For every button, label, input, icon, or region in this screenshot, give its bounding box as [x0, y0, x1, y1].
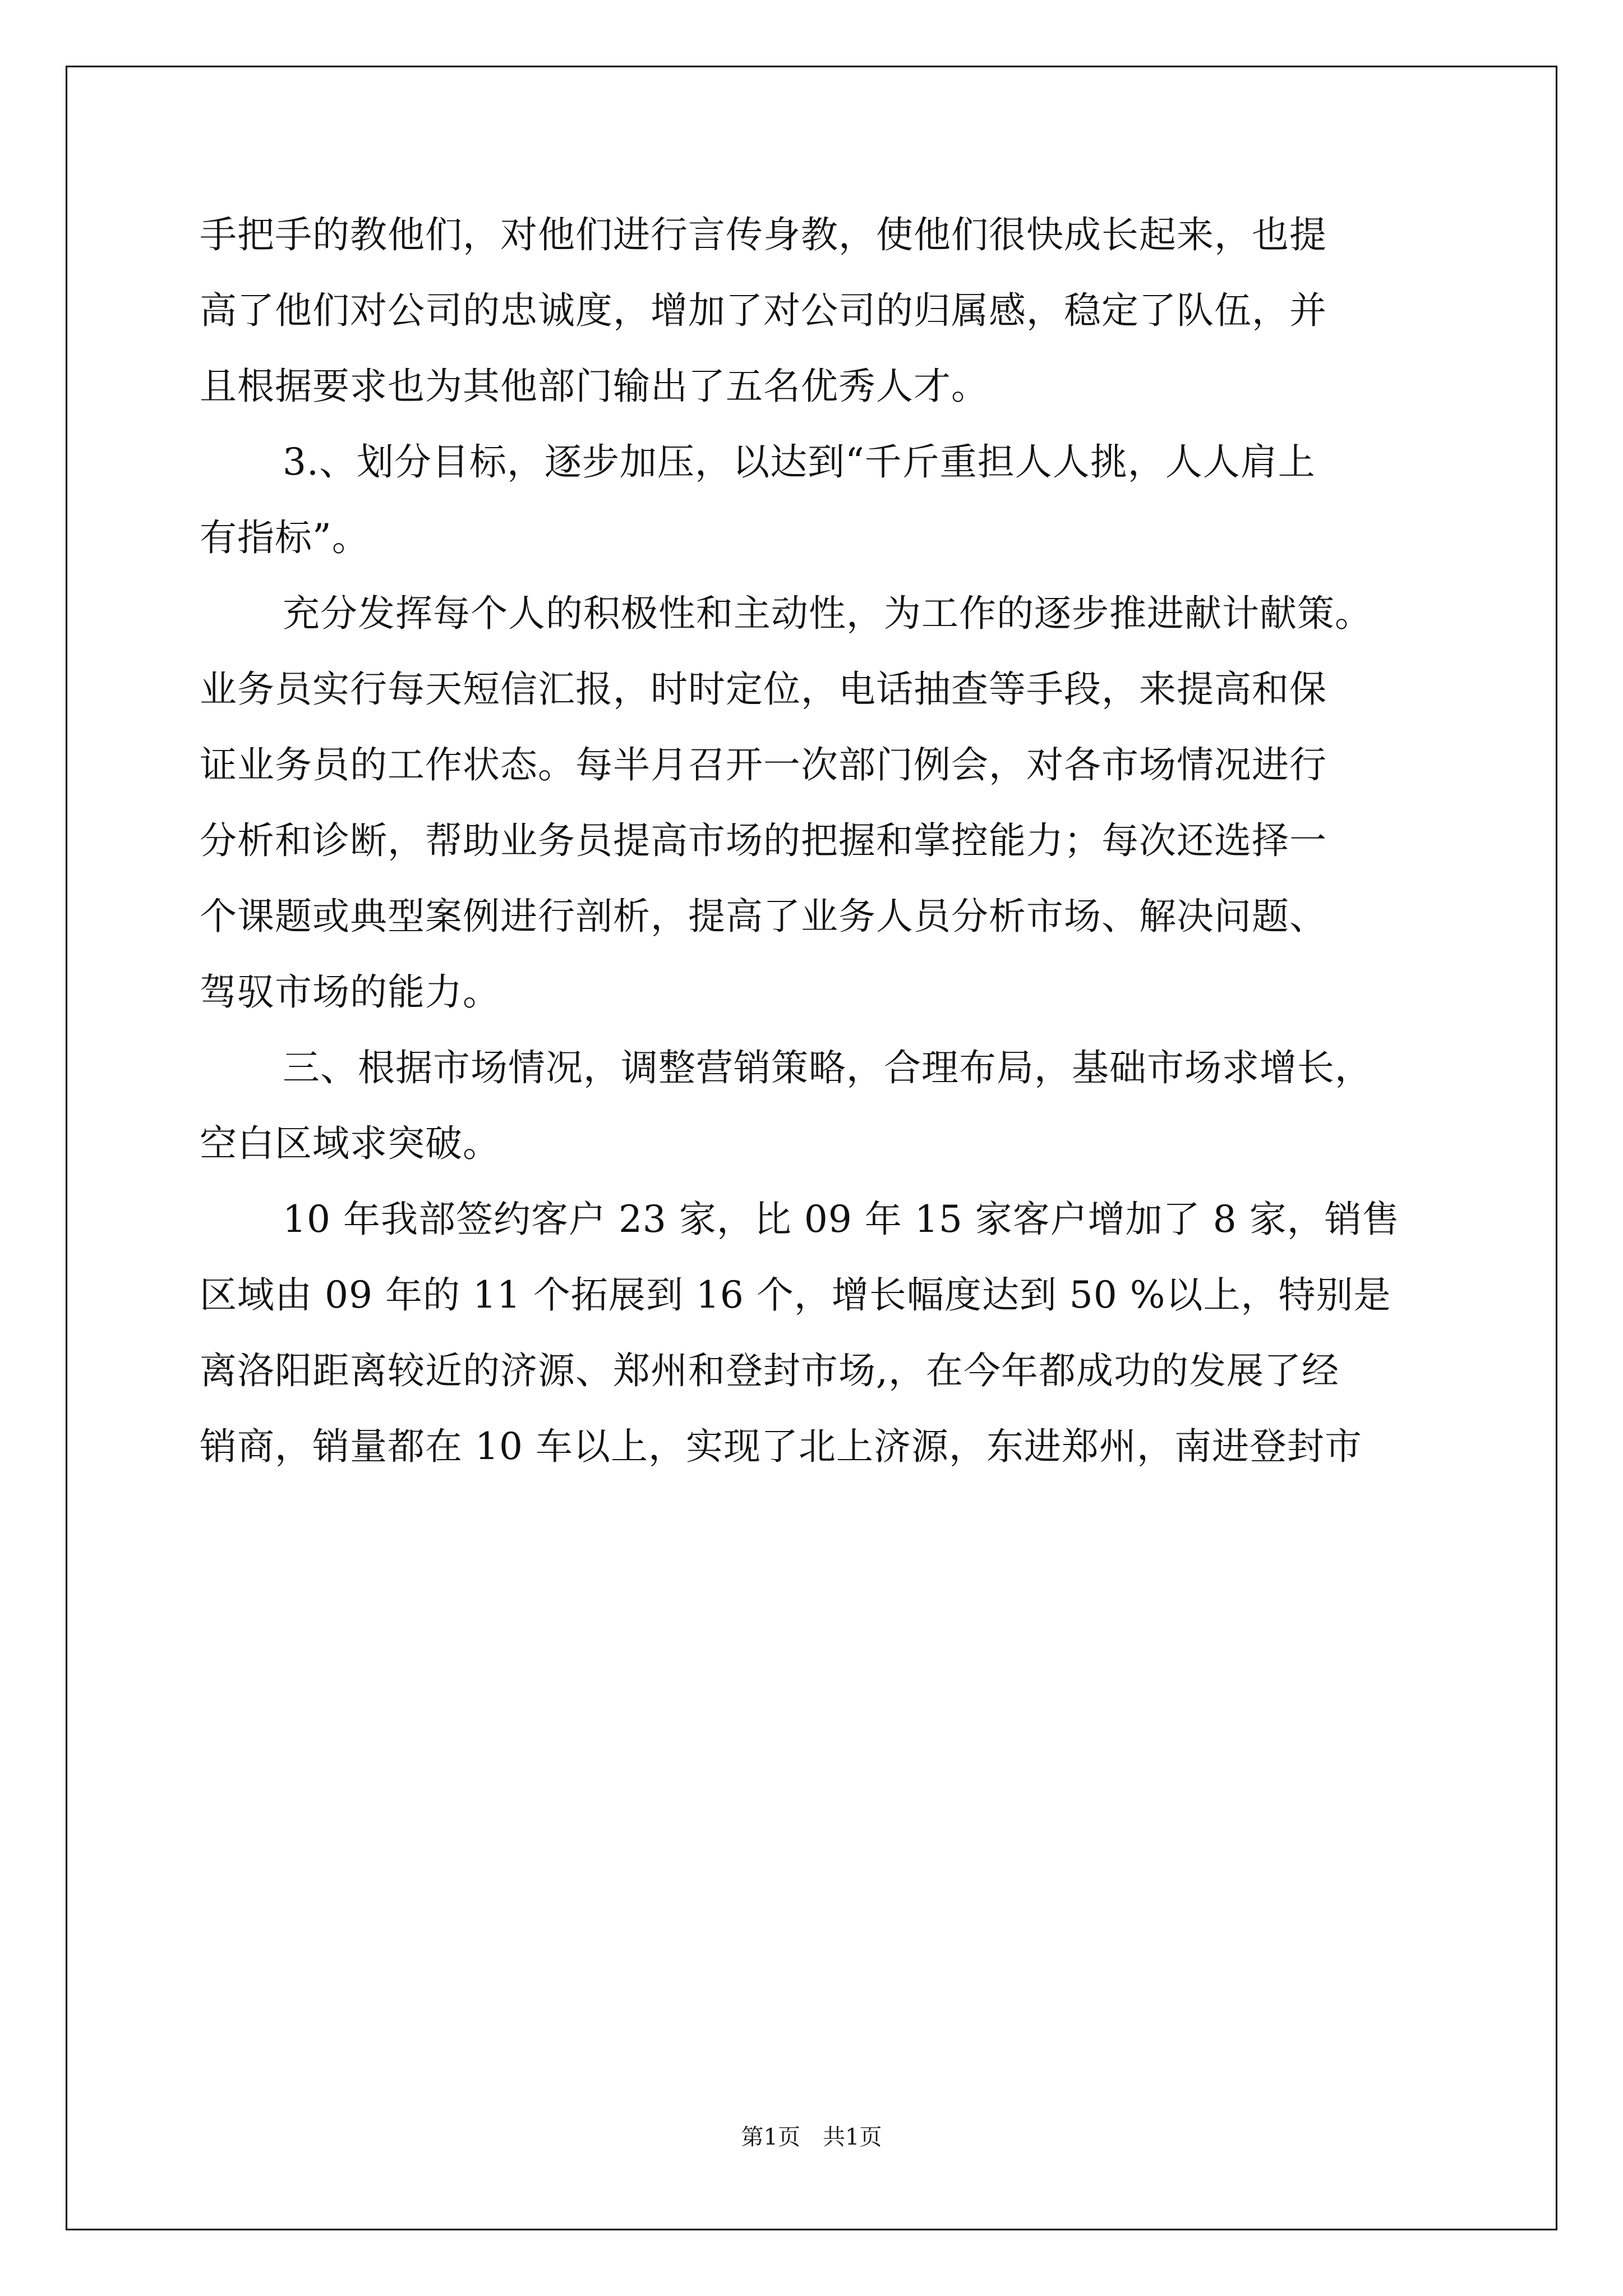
page-number: 第1页 共1页 [741, 2124, 882, 2150]
text-line: 有指标”。 [200, 516, 370, 559]
text-line: 业务员实行每天短信汇报，时时定位，电话抽查等手段，来提高和保 [200, 668, 1327, 711]
text-line: 且根据要求也为其他部门输出了五名优秀人才。 [200, 365, 989, 408]
text-line: 3.、划分目标，逐步加压，以达到“千斤重担人人挑，人人肩上 [283, 440, 1316, 484]
text-line: 销商，销量都在 10 车以上，实现了北上济源，东进郑州，南进登封市 [200, 1425, 1362, 1468]
text-line: 离洛阳距离较近的济源、郑州和登封市场,，在今年都成功的发展了经 [200, 1349, 1339, 1392]
text-line: 三、根据市场情况，调整营销策略，合理布局，基础市场求增长， [283, 1046, 1372, 1089]
text-line: 驾驭市场的能力。 [200, 970, 500, 1014]
text-line: 证业务员的工作状态。每半月召开一次部门例会，对各市场情况进行 [200, 743, 1327, 786]
text-line: 分析和诊断，帮助业务员提高市场的把握和掌控能力；每次还选择一 [200, 819, 1327, 862]
text-line: 区域由 09 年的 11 个拓展到 16 个，增长幅度达到 50 %以上，特别是 [200, 1273, 1391, 1317]
text-line: 10 年我部签约客户 23 家，比 09 年 15 家客户增加了 8 家，销售 [283, 1198, 1400, 1241]
text-line: 高了他们对公司的忠诚度，增加了对公司的归属感，稳定了队伍，并 [200, 289, 1327, 332]
text-line: 手把手的教他们，对他们进行言传身教，使他们很快成长起来，也提 [200, 213, 1327, 256]
text-line: 个课题或典型案例进行剖析，提高了业务人员分析市场、解决问题、 [200, 895, 1327, 938]
text-line: 充分发挥每个人的积极性和主动性，为工作的逐步推进献计献策。 [283, 592, 1372, 635]
text-line: 空白区域求突破。 [200, 1122, 500, 1165]
